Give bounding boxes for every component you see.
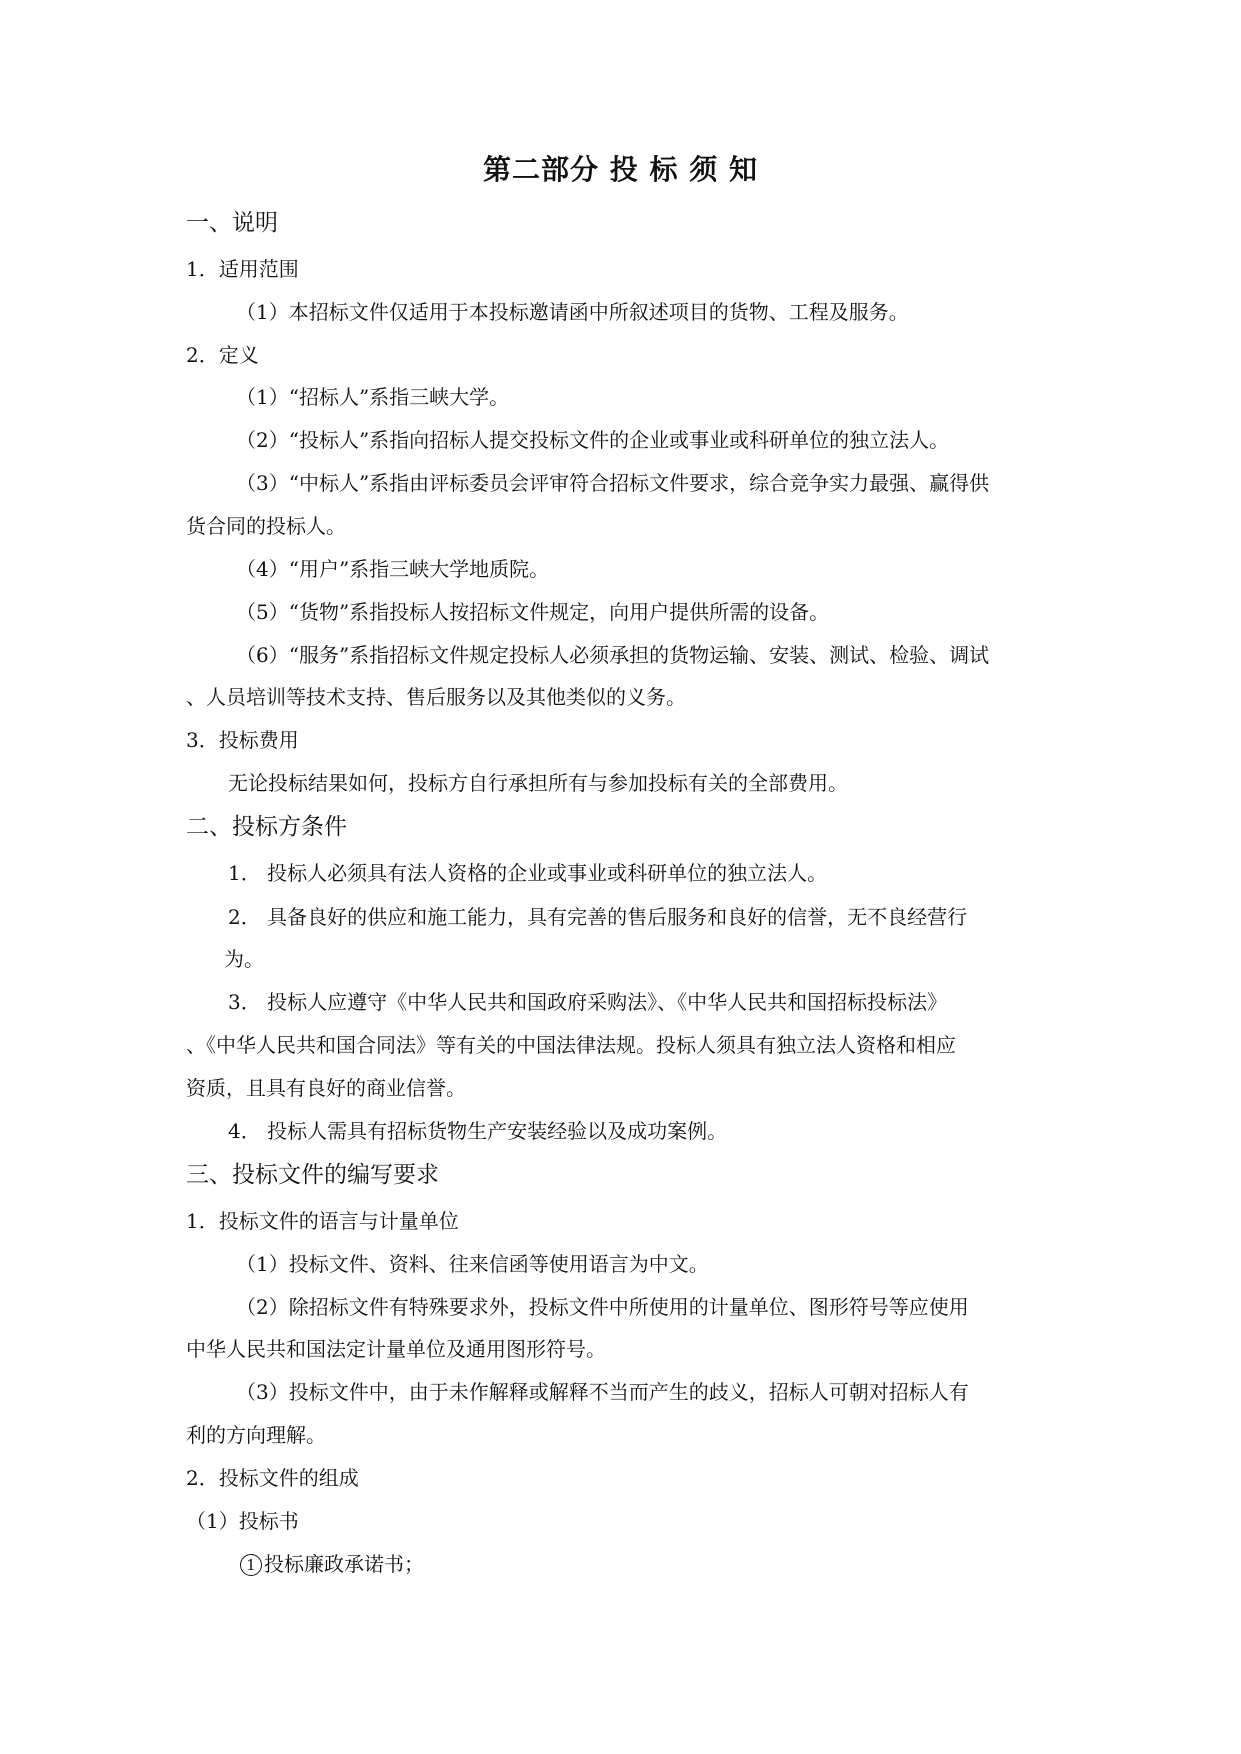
paragraph: （6）“服务”系指招标文件规定投标人必须承担的货物运输、安装、测试、检验、调试 [236, 643, 990, 667]
paragraph: （3）“中标人”系指由评标委员会评审符合招标文件要求，综合竞争实力最强、赢得供 [236, 471, 990, 495]
paragraph: 、人员培训等技术支持、售后服务以及其他类似的义务。 [186, 685, 686, 709]
paragraph: （5）“货物”系指投标人按招标文件规定，向用户提供所需的设备。 [236, 600, 830, 624]
list-item [240, 1551, 424, 1577]
section-1-heading: 一、说明 [186, 210, 278, 236]
paragraph: （1）本招标文件仅适用于本投标邀请函中所叙述项目的货物、工程及服务。 [236, 300, 909, 324]
paragraph: （2）“投标人”系指向招标人提交投标文件的企业或事业或科研单位的独立法人。 [236, 428, 950, 452]
section-3-heading: 三、投标文件的编写要求 [186, 1162, 439, 1188]
paragraph: （1）投标书 [186, 1509, 299, 1533]
list-item-text: 投标廉政承诺书； [264, 1552, 424, 1576]
item-3-2-heading: 2．投标文件的组成 [186, 1466, 359, 1490]
list-item: 1． 投标人必须具有法人资格的企业或事业或科研单位的独立法人。 [228, 861, 828, 885]
paragraph: （1）“招标人”系指三峡大学。 [236, 385, 510, 409]
page-title: 第二部分 投 标 须 知 [483, 153, 758, 186]
circled-number: 1 [240, 1554, 262, 1576]
item-1-2-heading: 2．定义 [186, 343, 259, 367]
list-item: 2． 具备良好的供应和施工能力，具有完善的售后服务和良好的信誉，无不良经营行 [228, 905, 968, 929]
section-2-heading: 二、投标方条件 [186, 814, 347, 840]
paragraph: （1）投标文件、资料、往来信函等使用语言为中文。 [236, 1252, 709, 1276]
list-item: 、《中华人民共和国合同法》等有关的中国法律法规。投标人须具有独立法人资格和相应 [186, 1033, 956, 1057]
paragraph: 货合同的投标人。 [186, 514, 346, 538]
paragraph: 中华人民共和国法定计量单位及通用图形符号。 [186, 1337, 606, 1361]
paragraph: 无论投标结果如何，投标方自行承担所有与参加投标有关的全部费用。 [228, 771, 848, 795]
list-item: 4． 投标人需具有招标货物生产安装经验以及成功案例。 [228, 1119, 728, 1143]
paragraph: （3）投标文件中，由于未作解释或解释不当而产生的歧义，招标人可朝对招标人有 [236, 1380, 969, 1404]
item-1-1-heading: 1．适用范围 [186, 257, 299, 281]
paragraph: （2）除招标文件有特殊要求外，投标文件中所使用的计量单位、图形符号等应使用 [236, 1295, 969, 1319]
list-item: 资质，且具有良好的商业信誉。 [186, 1076, 466, 1100]
item-3-1-heading: 1．投标文件的语言与计量单位 [186, 1209, 459, 1233]
list-item: 为。 [224, 947, 264, 971]
item-1-3-heading: 3．投标费用 [186, 728, 299, 752]
paragraph: （4）“用户”系指三峡大学地质院。 [236, 557, 550, 581]
list-item: 3． 投标人应遵守《中华人民共和国政府采购法》、《中华人民共和国招标投标法》 [228, 990, 948, 1014]
paragraph: 利的方向理解。 [186, 1423, 326, 1447]
